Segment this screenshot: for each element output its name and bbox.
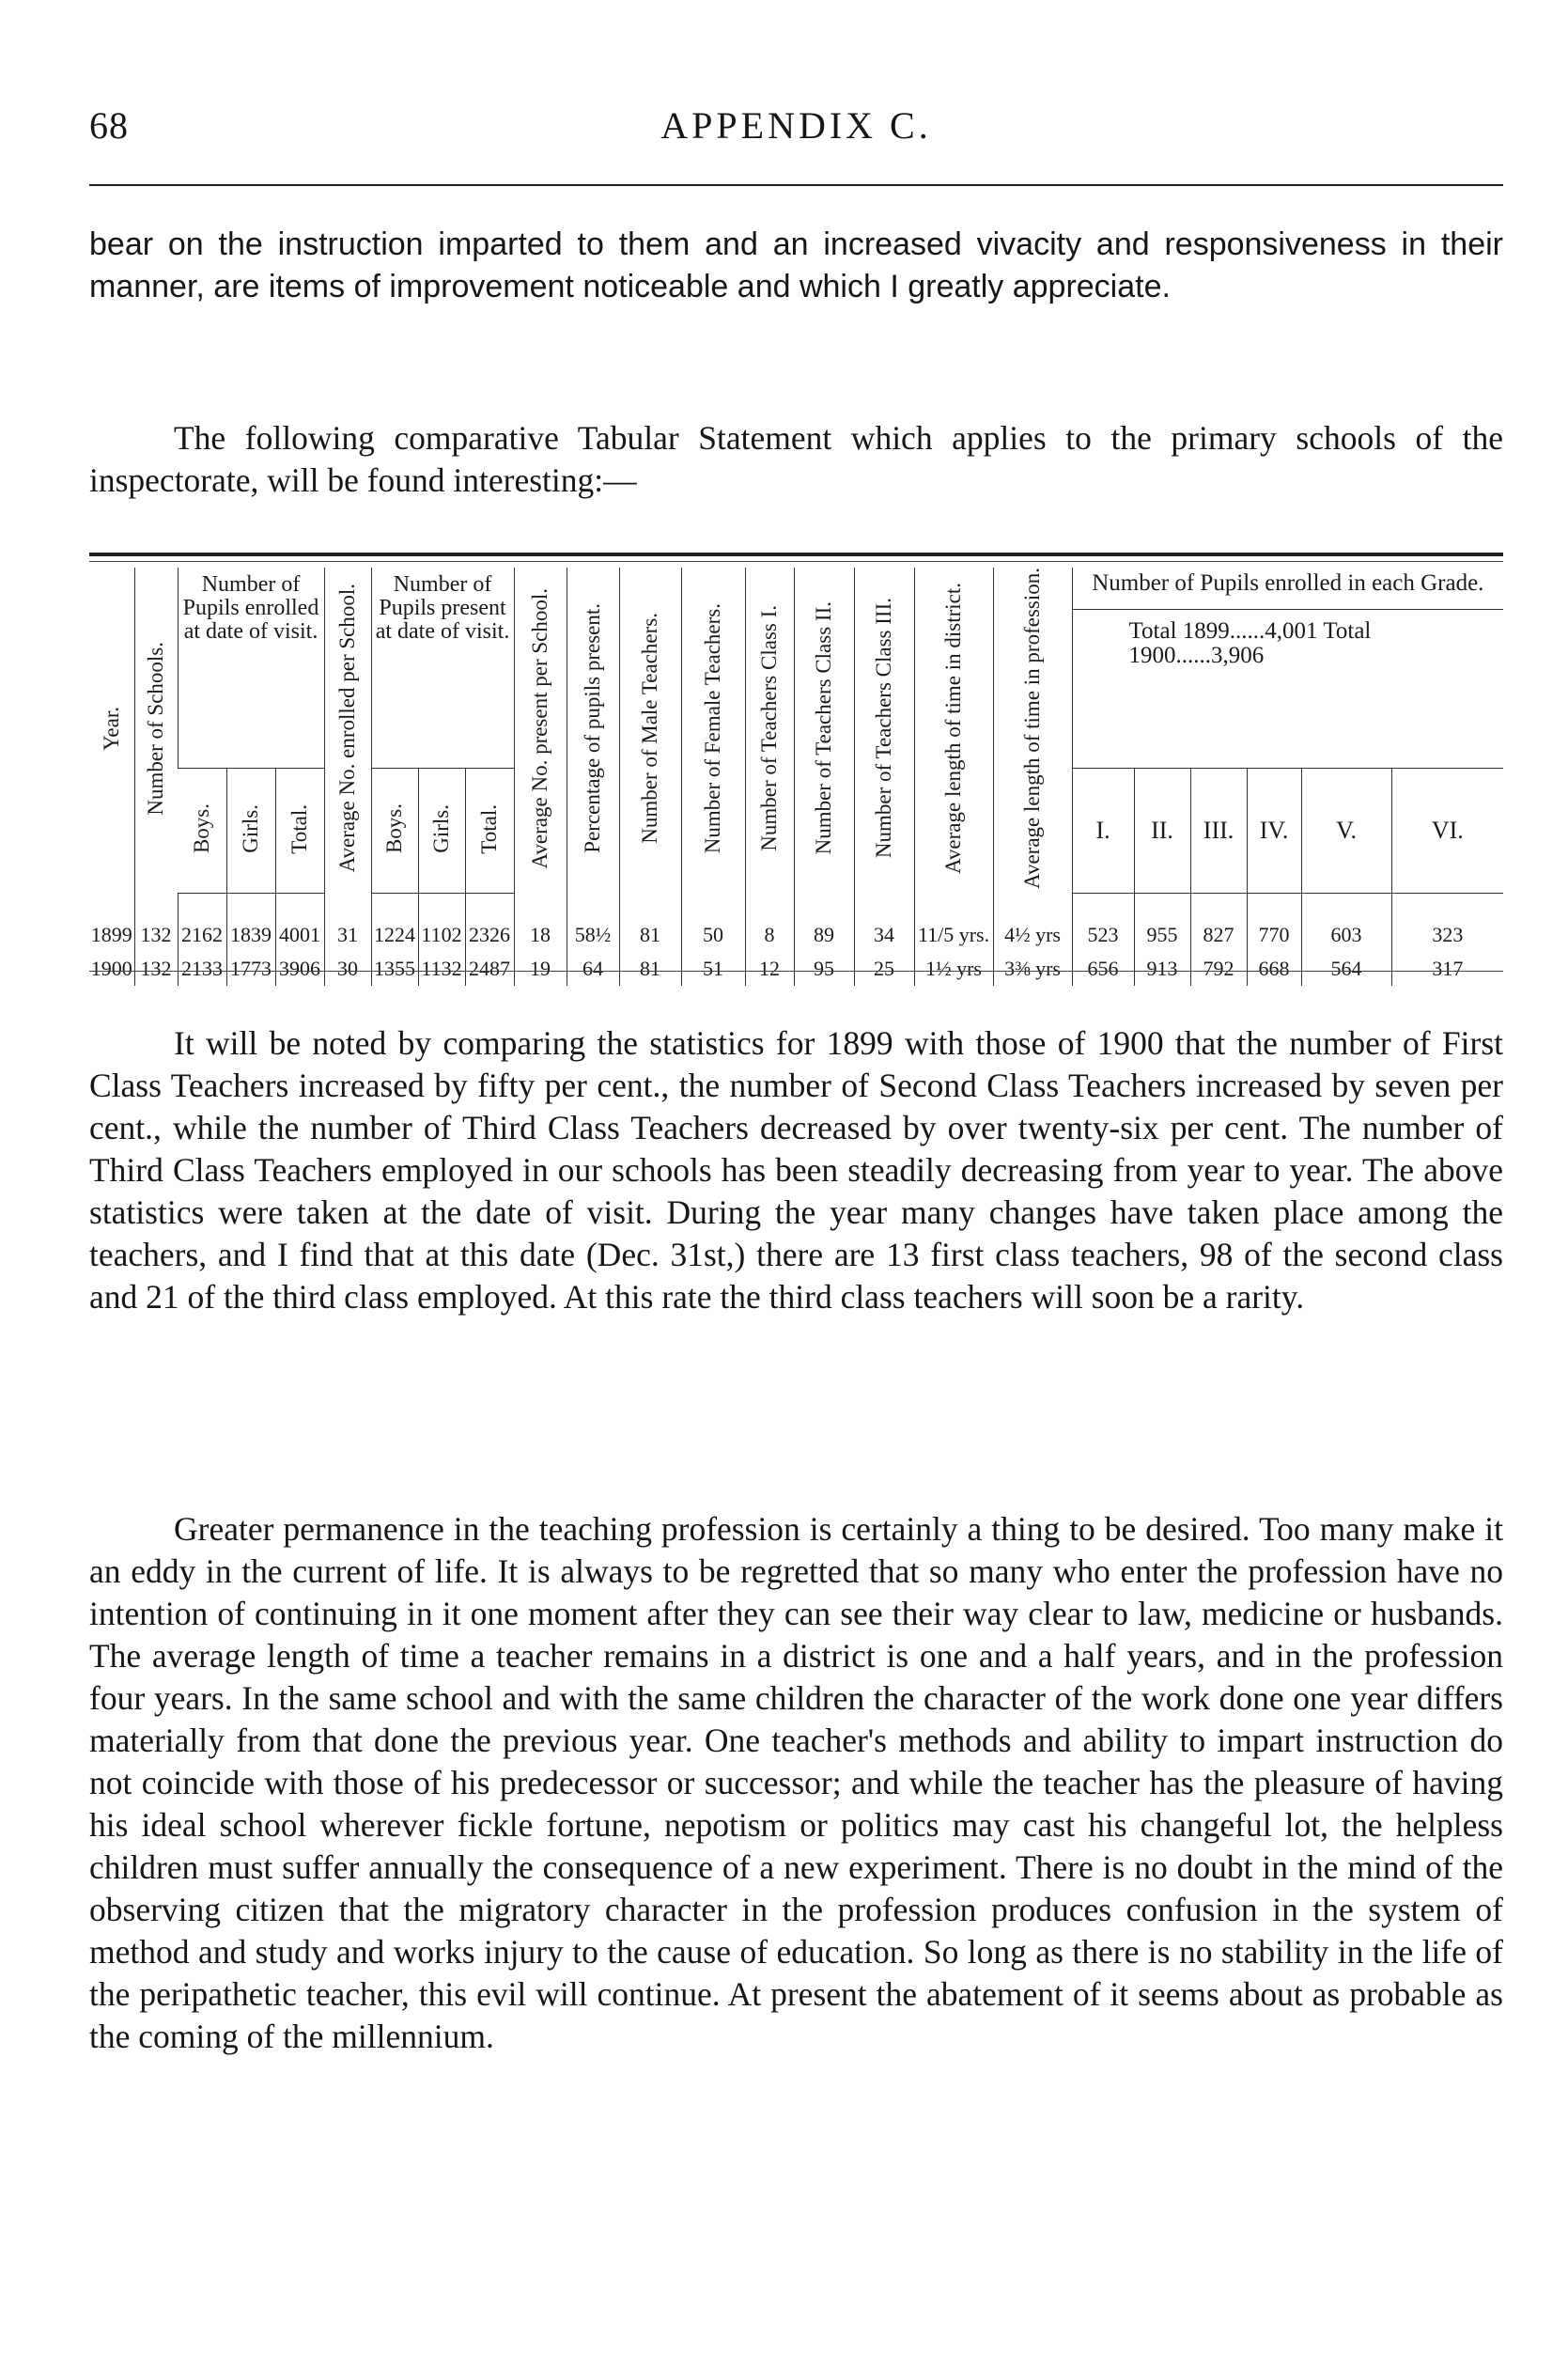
table-cell: 19 [514, 952, 567, 986]
table-cell: 89 [794, 894, 854, 953]
header-female-teachers: Number of Female Teachers. [681, 568, 745, 894]
grade-totals [1073, 609, 1504, 668]
table-cell: 95 [794, 952, 854, 986]
header-enrolled-group: Number of Pupils enrolled at date of visit. [178, 568, 324, 769]
table-cell: 770 [1247, 894, 1301, 953]
header-present-group: Number of Pupils present at date of visit. [371, 568, 514, 769]
total-1899: Total 1899......4,001 [1128, 618, 1318, 644]
table-cell: 34 [854, 894, 914, 953]
header-class1: Number of Teachers Class I. [745, 568, 794, 894]
table-cell: 2162 [178, 894, 226, 953]
table-cell: 11/5 yrs. [914, 894, 993, 953]
header-grade-4: IV. [1247, 769, 1301, 894]
table-cell: 523 [1072, 894, 1134, 953]
header-num-schools: Number of Schools. [134, 568, 178, 894]
header-avg-enrolled: Average No. enrolled per School. [324, 568, 371, 894]
table-cell: 81 [619, 894, 681, 953]
paragraph-statistics-comparison: It will be noted by comparing the statistics for 1899 with those of 1900 that the number of First Class Teachers increased by fifty per cent., the number of Second Class Teachers increased by seven per cent., while the number of Third Class Teachers decreased by over twenty-six per cent. The number of Third Class Teachers employed in our schools has been steadily decreasing from year to year. The above statistics were taken at the date of visit. During the year many changes have taken place among the teachers, and I find that at this date (Dec. 31st,) there are 13 first class teachers, 98 of the second class and 21 of the third class employed. At this rate the third class teachers will soon be a rarity. [89, 1024, 1503, 1316]
table-top-rule [89, 553, 1503, 556]
table-cell: 1102 [418, 894, 465, 953]
table-cell: 132 [134, 894, 178, 953]
table-bottom-rule [89, 971, 1503, 972]
paragraph-table-intro: The following comparative Tabular Statement which applies to the primary schools of the inspectorate, will be found interesting:— [89, 419, 1503, 499]
header-grade-6: VI. [1391, 769, 1503, 894]
header-present-boys: Boys. [371, 769, 418, 894]
header-avg-present: Average No. present per School. [514, 568, 567, 894]
table-cell: 2133 [178, 952, 226, 986]
header-class2: Number of Teachers Class II. [794, 568, 854, 894]
header-grade-3: III. [1190, 769, 1247, 894]
header-grade-2: II. [1134, 769, 1190, 894]
table-cell: 4½ yrs [993, 894, 1072, 953]
table-cell: 1132 [418, 952, 465, 986]
paragraph-intro: bear on the instruction imparted to them and an increased vivacity and responsiveness in their manner, are items of improvement noticeable and which I greatly appreciate. [89, 226, 1503, 304]
header-avg-district: Average length of time in district. [914, 568, 993, 894]
table-cell: 1½ yrs [914, 952, 993, 986]
table-cell: 1899 [90, 923, 132, 947]
table-cell: 50 [681, 894, 745, 953]
total-1900: Total 1900......3,906 [1128, 618, 1372, 668]
table-cell: 323 [1391, 894, 1503, 953]
header-grade-group [1072, 568, 1503, 769]
table-cell: 603 [1301, 894, 1391, 953]
table-top-rule-thin [89, 561, 1503, 562]
table-cell: 3⅜ yrs [993, 952, 1072, 986]
grade-group-title: Number of Pupils enrolled in each Grade. [1092, 570, 1484, 596]
header-present-total: Total. [465, 769, 514, 894]
page-header [89, 103, 1503, 160]
table-cell: 656 [1072, 952, 1134, 986]
table-cell: 1224 [371, 894, 418, 953]
table-cell: 58½ [567, 894, 619, 953]
header-male-teachers: Number of Male Teachers. [619, 568, 681, 894]
table-cell: 792 [1190, 952, 1247, 986]
table-cell: 317 [1391, 952, 1503, 986]
table-row-1899 [89, 894, 1503, 953]
statistics-table-container [89, 568, 1503, 986]
statistics-table-body [89, 894, 1503, 987]
table-cell: 25 [854, 952, 914, 986]
header-avg-profession: Average length of time in profession. [993, 568, 1072, 894]
table-cell: 1900 [90, 957, 132, 981]
table-cell: 4001 [275, 894, 324, 953]
header-pct-present: Percentage of pupils present. [567, 568, 619, 894]
table-cell: 3906 [275, 952, 324, 986]
header-enrolled-total: Total. [275, 769, 324, 894]
header-class3: Number of Teachers Class III. [854, 568, 914, 894]
table-cell: 827 [1190, 894, 1247, 953]
table-cell: 564 [1301, 952, 1391, 986]
table-cell: 913 [1134, 952, 1190, 986]
header-grade-1: I. [1072, 769, 1134, 894]
running-title: APPENDIX C. [660, 104, 932, 147]
table-cell: 955 [1134, 894, 1190, 953]
table-cell: 2326 [465, 894, 514, 953]
table-cell: 2487 [465, 952, 514, 986]
table-cell: 1839 [226, 894, 275, 953]
table-cell: 51 [681, 952, 745, 986]
table-cell: 31 [324, 894, 371, 953]
paragraph-permanence: Greater permanence in the teaching profession is certainly a thing to be desired. Too many make it an eddy in the current of life. It is always to be regretted that so many who enter the profession have no intention of continuing in it one moment after they can see their way clear to law, medicine or husbands. The average length of time a teacher remains in a district is one and a half years, and in the profession four years. In the same school and with the same children the character of the work done one year differs materially from that done the previous year. One teacher's methods and ability to impart instruction do not coincide with those of his predecessor or successor; and while the teacher has the pleasure of having his ideal school wherever fickle fortune, nepotism or politics may cast his changeful lot, the helpless children must suffer annually the consequence of a new experiment. There is no doubt in the mind of the observing citizen that the migratory character in the profession produces confusion in the system of method and study and works injury to the cause of education. So long as there is no stability in the life of the peripathetic teacher, this evil will continue. At present the abatement of it seems about as probable as the coming of the millennium. [89, 1510, 1503, 2055]
table-cell: 132 [134, 952, 178, 986]
table-cell: 1355 [371, 952, 418, 986]
header-rule [89, 184, 1503, 186]
table-cell: 668 [1247, 952, 1301, 986]
table-cell: 18 [514, 894, 567, 953]
table-cell: 12 [745, 952, 794, 986]
page-number: 68 [89, 104, 129, 147]
table-cell: 64 [567, 952, 619, 986]
header-enrolled-boys: Boys. [178, 769, 226, 894]
statistics-table [89, 568, 1503, 986]
table-cell: 30 [324, 952, 371, 986]
header-grade-5: V. [1301, 769, 1391, 894]
header-enrolled-girls: Girls. [226, 769, 275, 894]
header-present-girls: Girls. [418, 769, 465, 894]
table-cell: 1773 [226, 952, 275, 986]
header-year: Year. [99, 706, 123, 751]
table-cell: 81 [619, 952, 681, 986]
table-row-1900 [89, 952, 1503, 986]
table-cell: 8 [745, 894, 794, 953]
